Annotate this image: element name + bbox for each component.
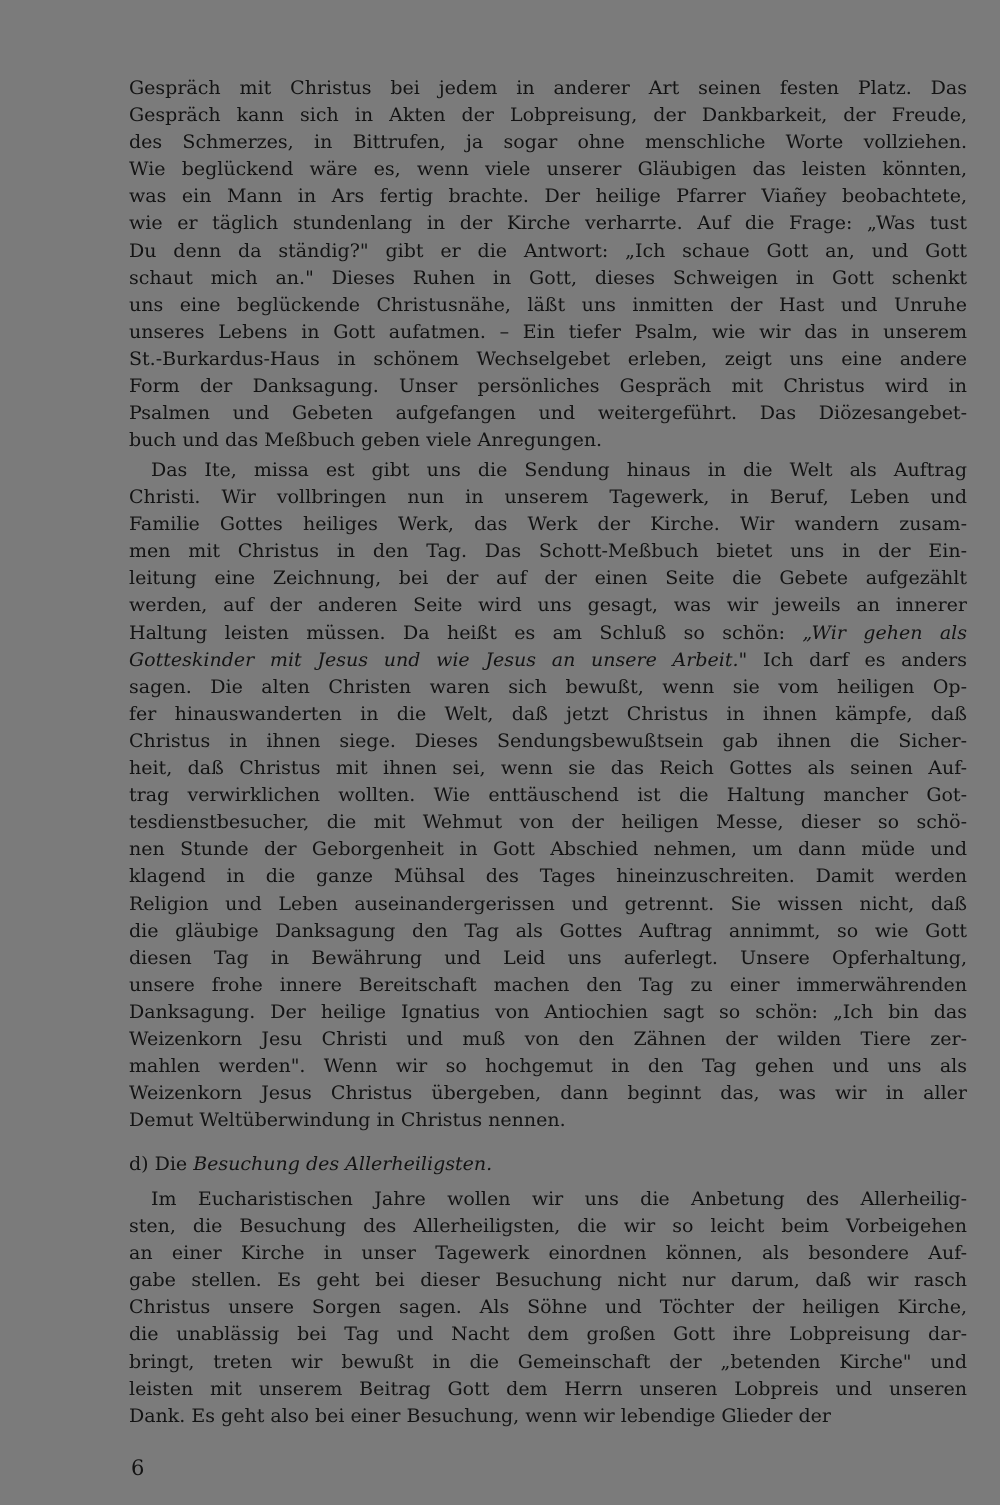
text-line (129, 1213, 967, 1240)
text-segment: des Schmerzes, in Bittrufen, ja sogar ohne menschliche Worte vollziehen. (129, 131, 967, 154)
text-line (129, 292, 967, 319)
text-segment: Religion und Leben auseinandergerissen und getrennt. Sie wissen nicht, daß (129, 892, 967, 915)
text-segment: Das Ite, missa est gibt uns die Sendung hinaus in die Welt als Auftrag (151, 459, 967, 481)
text-segment: Christus unsere Sorgen sagen. Als Söhne und Töchter der heiligen Kirche, (129, 1296, 967, 1319)
page-number: 6 (131, 1456, 145, 1480)
text-line (129, 1026, 967, 1053)
text-segment: diesen Tag in Bewährung und Leid uns auferlegt. Unsere Opferhaltung, (129, 946, 967, 969)
text-segment: mahlen werden". Wenn wir so hochgemut in den Tag gehen und uns als (129, 1055, 967, 1078)
text-segment: die gläubige Danksagung den Tag als Gottes Auftrag annimmt, so wie Gott (129, 919, 967, 942)
text-segment: heit, daß Christus mit ihnen sei, wenn sie das Reich Gottes als seinen Auf- (129, 757, 967, 780)
italic-text: Gotteskinder mit Jesus und wie Jesus an unsere Arbeit." (129, 648, 748, 671)
text-segment: schaut mich an." Dieses Ruhen in Gott, dieses Schweigen in Gott schenkt (129, 266, 967, 289)
text-segment: Im Eucharistischen Jahre wollen wir uns die Anbetung des Allerheilig- (151, 1188, 967, 1210)
text-segment: Demut Weltüberwindung in Christus nennen. (129, 1109, 566, 1132)
text-line (129, 701, 967, 728)
text-segment: Weizenkorn Jesus Christus übergeben, dann beginnt das, was wir in aller (129, 1082, 967, 1105)
text-line (129, 1186, 967, 1213)
text-line (129, 863, 967, 890)
text-segment: an einer Kirche in unser Tagewerk einordnen können, als besondere Auf- (129, 1242, 967, 1265)
text-line (129, 755, 967, 782)
text-segment: uns eine beglückende Christusnähe, läßt uns inmitten der Hast und Unruhe (129, 293, 967, 316)
text-line (129, 945, 967, 972)
text-segment: unsere frohe innere Bereitschaft machen den Tag zu einer immerwährenden (129, 973, 967, 996)
text-segment: Gespräch mit Christus bei jedem in anderer Art seinen festen Platz. Das (129, 77, 967, 99)
text-line (129, 484, 967, 511)
text-segment: Psalmen und Gebeten aufgefangen und weitergeführt. Das Diözesangebet- (129, 402, 967, 425)
text-line (129, 1151, 967, 1178)
text-line (129, 319, 967, 346)
text-line (129, 75, 967, 102)
text-segment: die unablässig bei Tag und Nacht dem großen Gott ihre Lobpreisung dar- (129, 1323, 967, 1346)
text-line (129, 647, 967, 674)
text-line (129, 156, 967, 183)
text-segment: tesdienstbesucher, die mit Wehmut von der heiligen Messe, dieser so schö- (129, 811, 967, 834)
text-line (129, 210, 967, 237)
text-segment: Dank. Es geht also bei einer Besuchung, wenn wir lebendige Glieder der (129, 1404, 831, 1427)
text-segment: klagend in die ganze Mühsal des Tages hineinzuschreiten. Damit werden (129, 865, 967, 888)
text-line (129, 427, 967, 454)
text-line (129, 511, 967, 538)
text-segment: werden, auf der anderen Seite wird uns gesagt, was wir jeweils an innerer (129, 594, 967, 617)
text-segment: Familie Gottes heiliges Werk, das Werk der Kirche. Wir wandern zusam- (129, 513, 967, 536)
text-line (129, 565, 967, 592)
text-segment: Weizenkorn Jesu Christi und muß von den Zähnen der wilden Tiere zer- (129, 1027, 967, 1050)
text-line (129, 674, 967, 701)
text-line (129, 1080, 967, 1107)
text-segment: gabe stellen. Es geht bei dieser Besuchung nicht nur darum, daß wir rasch (129, 1269, 967, 1292)
text-line (129, 265, 967, 292)
text-segment: d) Die (129, 1153, 194, 1175)
text-line (129, 1240, 967, 1267)
text-segment: Christus in ihnen siege. Dieses Sendungsbewußtsein gab ihnen die Sicher- (129, 729, 967, 752)
paragraph-danksagung (129, 75, 967, 454)
text-line (129, 999, 967, 1026)
text-line (129, 238, 967, 265)
text-segment: Gespräch kann sich in Akten der Lobpreisung, der Dankbarkeit, der Freude, (129, 104, 967, 127)
text-line (129, 782, 967, 809)
text-line (129, 457, 967, 484)
text-segment: sten, die Besuchung des Allerheiligsten, die wir so leicht beim Vorbeigehen (129, 1215, 967, 1238)
text-line (129, 1321, 967, 1348)
text-line (129, 1267, 967, 1294)
text-line (129, 1053, 967, 1080)
paragraph-besuchung (129, 1186, 967, 1430)
italic-text: Besuchung des Allerheiligsten. (193, 1153, 493, 1175)
text-segment: leitung eine Zeichnung, bei der auf der einen Seite die Gebete aufgezählt (129, 567, 967, 590)
text-line (129, 972, 967, 999)
text-line (129, 129, 967, 156)
text-segment: bringt, treten wir bewußt in die Gemeinschaft der „betenden Kirche" und (129, 1350, 967, 1373)
text-segment: wie er täglich stundenlang in der Kirche verharrte. Auf die Frage: „Was tust (129, 212, 967, 235)
text-line (129, 891, 967, 918)
text-line (129, 592, 967, 619)
section-heading (129, 1151, 967, 1178)
text-segment: nen Stunde der Geborgenheit in Gott Abschied nehmen, um dann müde und (129, 838, 967, 861)
text-line (129, 1403, 967, 1430)
text-line (129, 918, 967, 945)
text-line (129, 183, 967, 210)
text-segment: Wie beglückend wäre es, wenn viele unserer Gläubigen das leisten könnten, (129, 158, 967, 181)
text-segment: Du denn da ständig?" gibt er die Antwort: „Ich schaue Gott an, und Gott (129, 239, 967, 262)
text-segment: St.-Burkardus-Haus in schönem Wechselgebet erleben, zeigt uns eine andere (129, 347, 967, 370)
text-line (129, 620, 967, 647)
text-line (129, 346, 967, 373)
text-line (129, 1376, 967, 1403)
text-line (129, 373, 967, 400)
text-segment: Danksagung. Der heilige Ignatius von Antiochien sagt so schön: „Ich bin das (129, 1000, 967, 1023)
text-segment: unseres Lebens in Gott aufatmen. – Ein tiefer Psalm, wie wir das in unserem (129, 320, 967, 343)
text-segment: Ich darf es anders (747, 648, 967, 671)
text-segment: leisten mit unserem Beitrag Gott dem Herrn unseren Lobpreis und unseren (129, 1377, 967, 1400)
text-segment: Haltung leisten müssen. Da heißt es am Schluß so schön: (129, 621, 803, 644)
text-line (129, 400, 967, 427)
text-line (129, 102, 967, 129)
text-segment: buch und das Meßbuch geben viele Anregungen. (129, 429, 603, 452)
text-segment: sagen. Die alten Christen waren sich bewußt, wenn sie vom heiligen Op- (129, 675, 967, 698)
italic-text: „Wir gehen als (802, 621, 967, 644)
text-segment: trag verwirklichen wollten. Wie enttäuschend ist die Haltung mancher Got- (129, 784, 967, 807)
text-line (129, 728, 967, 755)
text-segment: men mit Christus in den Tag. Das Schott-Meßbuch bietet uns in der Ein- (129, 540, 967, 563)
text-segment: was ein Mann in Ars fertig brachte. Der heilige Pfarrer Viañey beobachtete, (129, 185, 967, 208)
text-segment: Form der Danksagung. Unser persönliches Gespräch mit Christus wird in (129, 375, 967, 398)
text-line (129, 836, 967, 863)
text-segment: Christi. Wir vollbringen nun in unserem Tagewerk, in Beruf, Leben und (129, 486, 967, 509)
text-line (129, 1294, 967, 1321)
text-line (129, 1107, 967, 1134)
text-line (129, 1349, 967, 1376)
paragraph-ite-missa-est (129, 457, 967, 1134)
text-line (129, 538, 967, 565)
text-line (129, 809, 967, 836)
text-segment: fer hinauswanderten in die Welt, daß jetzt Christus in ihnen kämpfe, daß (129, 702, 967, 725)
